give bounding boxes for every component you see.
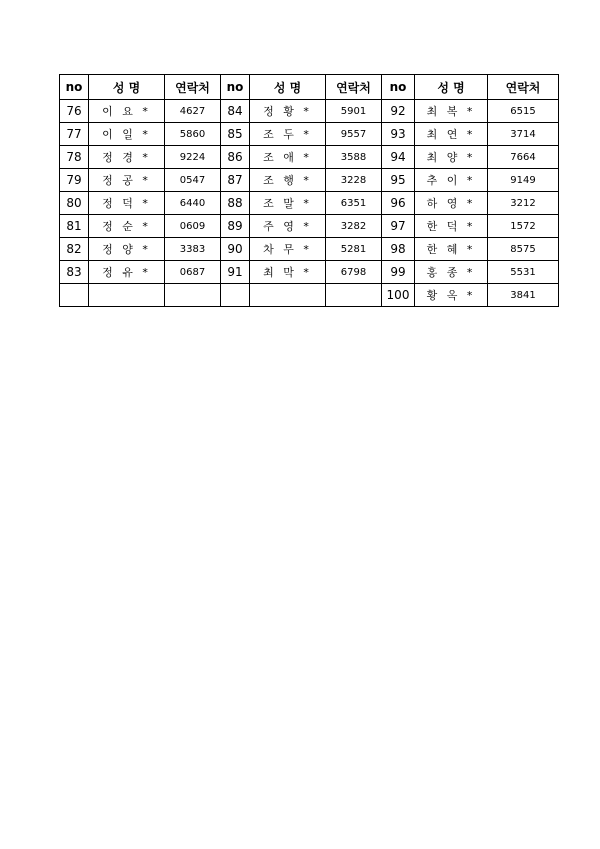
cell-no: 92: [382, 100, 415, 123]
table-row: [60, 192, 559, 215]
cell-name: 최 복 *: [415, 100, 488, 123]
cell-no: 81: [60, 215, 89, 238]
cell-name: 이 일 *: [89, 123, 165, 146]
empty-cell: [60, 284, 89, 307]
cell-no: 80: [60, 192, 89, 215]
header-no: no: [382, 75, 415, 100]
cell-no: 100: [382, 284, 415, 307]
empty-cell: [165, 284, 221, 307]
cell-phone: 5901: [326, 100, 382, 123]
header-phone: 연락처: [326, 75, 382, 100]
cell-name: 조 두 *: [250, 123, 326, 146]
cell-phone: 9224: [165, 146, 221, 169]
cell-phone: 5531: [488, 261, 559, 284]
cell-phone: 3212: [488, 192, 559, 215]
header-phone: 연락처: [165, 75, 221, 100]
cell-phone: 6798: [326, 261, 382, 284]
cell-phone: 7664: [488, 146, 559, 169]
cell-no: 85: [221, 123, 250, 146]
cell-phone: 1572: [488, 215, 559, 238]
cell-phone: 5281: [326, 238, 382, 261]
cell-name: 정 황 *: [250, 100, 326, 123]
header-phone: 연락처: [488, 75, 559, 100]
cell-no: 78: [60, 146, 89, 169]
cell-no: 77: [60, 123, 89, 146]
table-row: [60, 215, 559, 238]
cell-no: 87: [221, 169, 250, 192]
cell-name: 이 요 *: [89, 100, 165, 123]
cell-no: 96: [382, 192, 415, 215]
cell-name: 차 무 *: [250, 238, 326, 261]
cell-phone: 9149: [488, 169, 559, 192]
table-row: [60, 146, 559, 169]
cell-phone: 3383: [165, 238, 221, 261]
cell-phone: 0609: [165, 215, 221, 238]
cell-phone: 3282: [326, 215, 382, 238]
cell-name: 정 양 *: [89, 238, 165, 261]
cell-phone: 6515: [488, 100, 559, 123]
cell-name: 최 양 *: [415, 146, 488, 169]
header-name: 성 명: [89, 75, 165, 100]
cell-phone: 3588: [326, 146, 382, 169]
header-name: 성 명: [415, 75, 488, 100]
cell-name: 최 막 *: [250, 261, 326, 284]
cell-phone: 4627: [165, 100, 221, 123]
cell-phone: 6351: [326, 192, 382, 215]
cell-name: 정 공 *: [89, 169, 165, 192]
cell-phone: 8575: [488, 238, 559, 261]
cell-no: 83: [60, 261, 89, 284]
cell-phone: 5860: [165, 123, 221, 146]
cell-no: 88: [221, 192, 250, 215]
cell-no: 84: [221, 100, 250, 123]
cell-name: 홍 종 *: [415, 261, 488, 284]
empty-cell: [250, 284, 326, 307]
empty-cell: [89, 284, 165, 307]
cell-name: 정 덕 *: [89, 192, 165, 215]
cell-name: 정 순 *: [89, 215, 165, 238]
header-name: 성 명: [250, 75, 326, 100]
cell-phone: 0547: [165, 169, 221, 192]
cell-name: 정 유 *: [89, 261, 165, 284]
empty-cell: [326, 284, 382, 307]
cell-no: 95: [382, 169, 415, 192]
cell-phone: 9557: [326, 123, 382, 146]
cell-name: 하 영 *: [415, 192, 488, 215]
cell-name: 추 이 *: [415, 169, 488, 192]
header-row: [60, 75, 559, 100]
cell-no: 86: [221, 146, 250, 169]
cell-no: 82: [60, 238, 89, 261]
cell-phone: 3228: [326, 169, 382, 192]
cell-phone: 3714: [488, 123, 559, 146]
cell-name: 주 영 *: [250, 215, 326, 238]
cell-name: 조 행 *: [250, 169, 326, 192]
table-row: [60, 261, 559, 284]
cell-no: 76: [60, 100, 89, 123]
cell-name: 최 연 *: [415, 123, 488, 146]
cell-no: 98: [382, 238, 415, 261]
cell-no: 93: [382, 123, 415, 146]
cell-name: 정 경 *: [89, 146, 165, 169]
table-row: [60, 284, 559, 307]
header-no: no: [60, 75, 89, 100]
contact-roster-table: [59, 74, 559, 307]
cell-no: 90: [221, 238, 250, 261]
cell-no: 97: [382, 215, 415, 238]
cell-no: 94: [382, 146, 415, 169]
table-row: [60, 238, 559, 261]
header-no: no: [221, 75, 250, 100]
table-row: [60, 100, 559, 123]
cell-name: 황 옥 *: [415, 284, 488, 307]
cell-name: 한 혜 *: [415, 238, 488, 261]
cell-name: 조 애 *: [250, 146, 326, 169]
cell-name: 조 말 *: [250, 192, 326, 215]
table-row: [60, 169, 559, 192]
cell-no: 89: [221, 215, 250, 238]
cell-phone: 3841: [488, 284, 559, 307]
table-row: [60, 123, 559, 146]
cell-name: 한 덕 *: [415, 215, 488, 238]
cell-no: 91: [221, 261, 250, 284]
cell-phone: 6440: [165, 192, 221, 215]
empty-cell: [221, 284, 250, 307]
cell-no: 99: [382, 261, 415, 284]
cell-no: 79: [60, 169, 89, 192]
cell-phone: 0687: [165, 261, 221, 284]
